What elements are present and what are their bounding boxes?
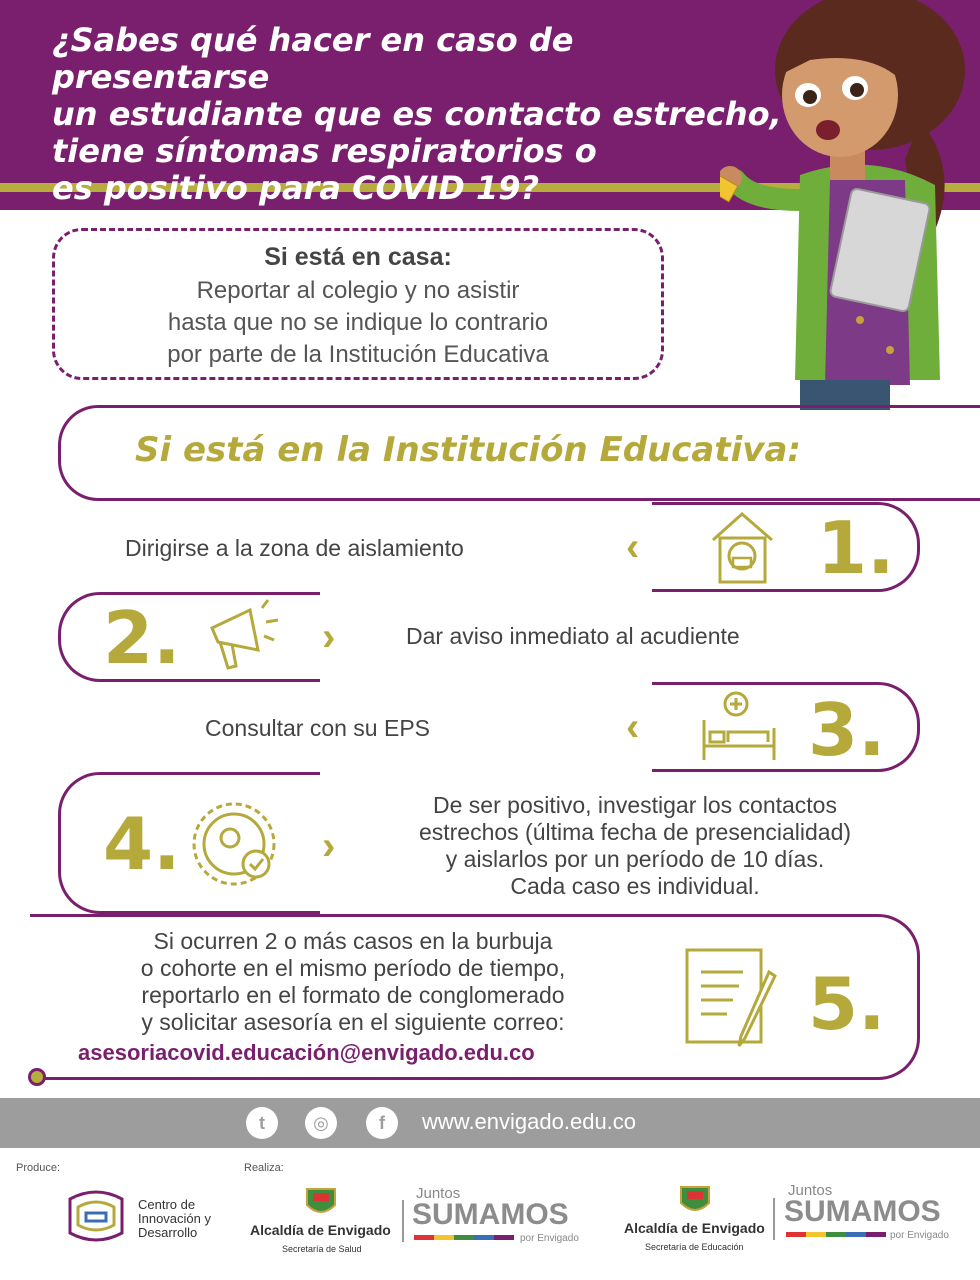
alcaldia-educacion-name: Alcaldía de Envigado (624, 1220, 765, 1236)
timeline-dot (28, 1068, 46, 1086)
step-2-number: 2. (103, 596, 181, 680)
step-5-text: Si ocurren 2 o más casos en la burbuja o cohorte en el mismo período de tiempo, reportarlo en el formato de conglomerado y solicitar asesoría en el siguiente correo: (140, 928, 566, 1035)
logo-divider (402, 1200, 404, 1242)
step-2-text: Dar aviso inmediato al acudiente (406, 623, 740, 649)
chevron-right-icon: › (322, 824, 336, 868)
step-3-number: 3. (808, 688, 886, 772)
cid-logo-text: Centro de Innovación y Desarrollo (138, 1197, 211, 1240)
juntos-text: Juntos (788, 1182, 833, 1199)
home-title: Si está en casa: (264, 243, 452, 271)
step-4-number: 4. (103, 802, 181, 886)
hospital-bed-icon (698, 690, 780, 766)
chevron-left-icon: ‹ (626, 705, 640, 749)
sumamos-text: SUMAMOS (412, 1198, 569, 1231)
facebook-icon[interactable]: f (366, 1107, 398, 1139)
step-1-text: Dirigirse a la zona de aislamiento (125, 535, 464, 561)
virus-check-icon (190, 800, 282, 890)
twitter-icon[interactable]: t (246, 1107, 278, 1139)
page-title: ¿Sabes qué hacer en caso de presentarse un estudiante que es contacto estrecho, tiene síntomas respiratorios o es positivo para COVID 19? (52, 21, 782, 207)
juntos-text: Juntos (416, 1185, 461, 1202)
house-person-mask-icon (705, 508, 780, 586)
instagram-icon[interactable]: ◎ (305, 1107, 337, 1139)
por-envigado-text: por Envigado (890, 1230, 949, 1241)
sumamos-text: SUMAMOS (784, 1195, 941, 1228)
envigado-shield-icon (677, 1183, 713, 1219)
step-1-number: 1. (817, 506, 895, 590)
alcaldia-salud-sub: Secretaría de Salud (282, 1244, 362, 1254)
por-envigado-text: por Envigado (520, 1233, 579, 1244)
sumamos-color-bar (414, 1235, 514, 1240)
produce-label: Produce: (16, 1162, 61, 1174)
step-5-number: 5. (808, 962, 886, 1046)
alcaldia-educacion-sub: Secretaría de Educación (645, 1242, 744, 1252)
sumamos-color-bar (786, 1232, 886, 1237)
logo-divider (773, 1198, 775, 1240)
document-pencil-icon (683, 942, 783, 1054)
envigado-shield-icon (303, 1185, 339, 1221)
cid-logo-icon (60, 1185, 132, 1247)
step-3-text: Consultar con su EPS (205, 715, 431, 741)
chevron-right-icon: › (322, 615, 336, 659)
alcaldia-salud-name: Alcaldía de Envigado (250, 1222, 391, 1238)
website-link[interactable]: www.envigado.edu.co (422, 1109, 637, 1134)
home-text: Reportar al colegio y no asistir hasta que no se indique lo contrario por parte de la Institución Educativa (167, 277, 549, 368)
teacher-illustration (720, 0, 980, 410)
realiza-label: Realiza: (244, 1162, 284, 1174)
step-4-text: De ser positivo, investigar los contactos estrechos (última fecha de presencialidad) y aislarlos por un período de 10 días. Cada caso es individual. (418, 792, 852, 899)
section-title: Si está en la Institución Educativa: (135, 430, 801, 470)
contact-email-link[interactable]: asesoriacovid.educación@envigado.edu.co (78, 1040, 535, 1065)
chevron-left-icon: ‹ (626, 525, 640, 569)
megaphone-icon (200, 598, 285, 676)
